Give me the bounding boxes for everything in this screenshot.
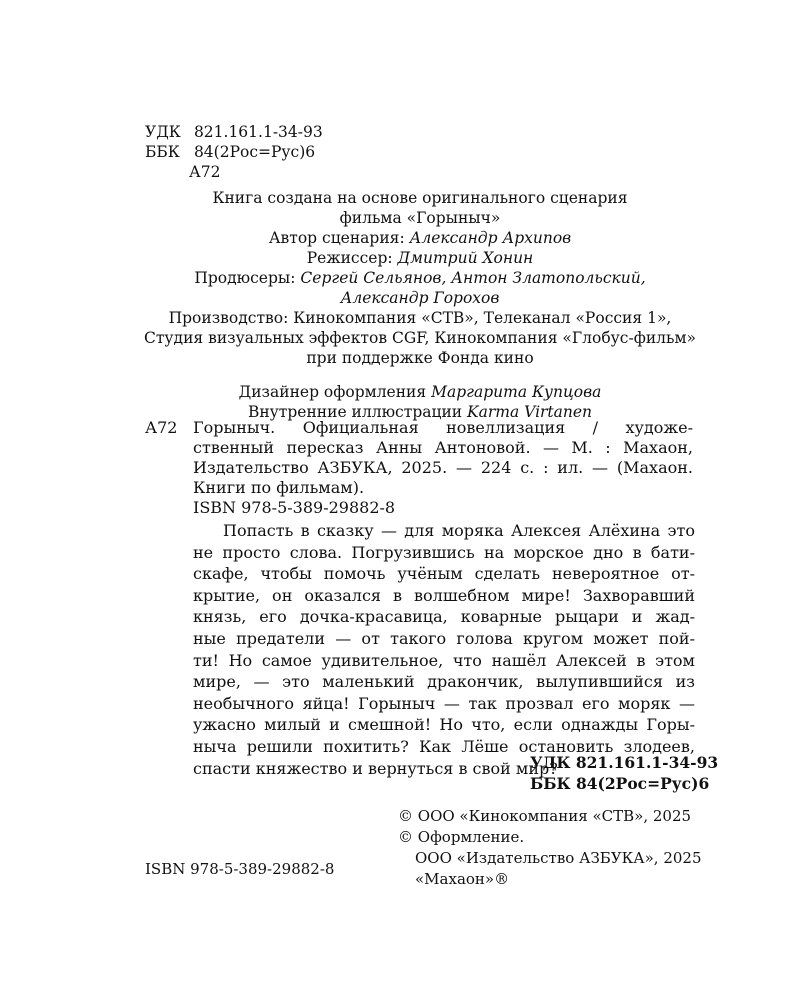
copyright-line-2: © Оформление.: [398, 828, 525, 846]
isbn-bottom: ISBN 978-5-389-29882-8: [145, 860, 335, 878]
annotation-line: князь, его дочка-красавица, коварные рыцари и жад-: [193, 607, 695, 627]
producers-names: Сергей Сельянов, Антон Златопольский,: [300, 269, 646, 287]
production-line-1: Производство: Кинокомпания «СТВ», Телеканал «Россия 1»,: [168, 309, 672, 327]
annotation-line: не просто слова. Погрузившись на морское дно в бати-: [193, 542, 695, 562]
designer-label: Дизайнер оформления: [238, 383, 427, 401]
codes-right: [530, 752, 718, 794]
producers-line: [140, 268, 700, 288]
bib-line: Горыныч. Официальная новеллизация / художе-: [193, 418, 693, 437]
bib-code: А72: [145, 418, 178, 437]
illustrations-label: Внутренние иллюстрации: [247, 403, 463, 421]
bbk-row: [145, 142, 315, 162]
annotation-line: Попасть в сказку — для моряка Алексея Алёхина это: [223, 521, 695, 540]
annotation-line: ныча решили похитить? Как Лёше остановить злодеев,: [193, 736, 695, 756]
annotation-line: необычного яйца! Горыныч — так прозвал его моряк —: [193, 693, 695, 713]
script-author-line: [140, 228, 700, 248]
annotation-line: ные предатели — от такого голова кругом может пой-: [193, 628, 695, 648]
bbk-value: 84(2Рос=Рус)6: [193, 143, 316, 161]
script-author-name: Александр Архипов: [409, 229, 572, 247]
bib-line: Книги по фильмам).: [193, 478, 365, 497]
designer-name: Маргарита Купцова: [431, 383, 602, 401]
author-mark: А72: [189, 163, 221, 181]
script-author-label: Автор сценария:: [268, 229, 405, 247]
bbk-right: ББК 84(2Рос=Рус)6: [530, 774, 710, 793]
producers-label: Продюсеры:: [194, 269, 296, 287]
annotation-text: [193, 520, 695, 779]
production-line-3: при поддержке Фонда кино: [306, 349, 534, 367]
isbn-main: ISBN 978-5-389-29882-8: [193, 498, 396, 517]
production-line-2: Студия визуальных эффектов CGF, Кинокомпания «Глобус-фильм»: [143, 329, 696, 347]
credits-gap: [140, 368, 700, 382]
bbk-label: ББК: [145, 143, 180, 161]
annotation-line: ужасно милый и смешной! Но что, если однажды Горы-: [193, 715, 695, 735]
bib-line: ственный пересказ Анны Антоновой. — М. : Махаон,: [193, 438, 693, 457]
credits-line-1: Книга создана на основе оригинального сценария: [212, 189, 628, 207]
producers-line-2: Александр Горохов: [340, 289, 500, 307]
copyright-line-3: ООО «Издательство АЗБУКА», 2025: [415, 849, 702, 867]
annotation-line: крытие, он оказался в волшебном мире! Захворавший: [193, 585, 695, 605]
director-name: Дмитрий Хонин: [397, 249, 534, 267]
director-label: Режиссер:: [306, 249, 393, 267]
director-line: [140, 248, 700, 268]
udk-row: [145, 122, 323, 142]
annotation-line: спасти княжество и вернуться в свой мир?: [193, 758, 558, 778]
udk-label: УДК: [145, 123, 181, 141]
annotation-line: ти! Но самое удивительное, что нашёл Алексей в этом: [193, 650, 695, 670]
credits-line-2: фильма «Горыныч»: [339, 209, 501, 227]
illustrations-name: Karma Virtanen: [467, 403, 593, 421]
credits-block: [140, 188, 700, 422]
copyright-line-4: «Махаон»®: [415, 870, 510, 888]
udk-value: 821.161.1-34-93: [193, 123, 323, 141]
copyright-line-1: © ООО «Кинокомпания «СТВ», 2025: [398, 807, 692, 825]
copyright-block: [398, 806, 702, 890]
designer-line: [140, 382, 700, 402]
bib-line: Издательство АЗБУКА, 2025. — 224 с. : ил. — (Махаон.: [193, 458, 693, 477]
annotation-line: скафе, чтобы помочь учёным сделать невероятное от-: [193, 564, 695, 584]
udk-right: УДК 821.161.1-34-93: [530, 753, 719, 772]
annotation-line: мире, — это маленький дракончик, вылупившийся из: [193, 672, 695, 692]
bib-description: [193, 418, 693, 498]
